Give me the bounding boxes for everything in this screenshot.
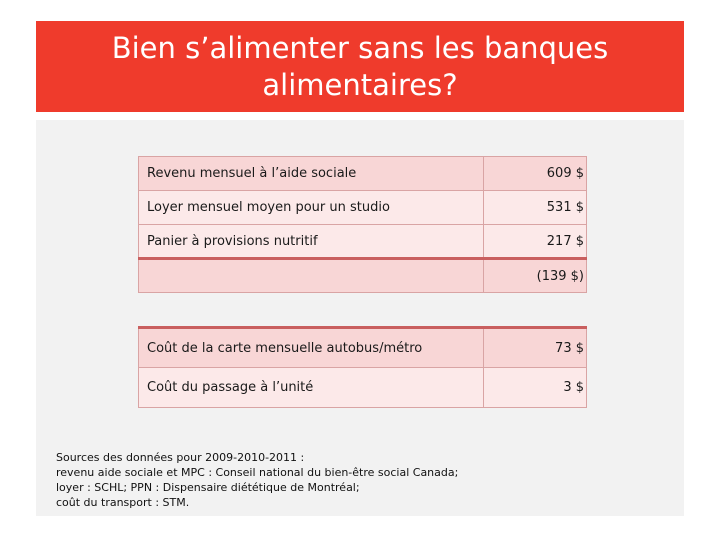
- row-value: 73 $: [484, 328, 587, 368]
- slide-title: [90, 30, 630, 104]
- row-label: Revenu mensuel à l’aide sociale: [139, 157, 484, 191]
- table-row-balance: [139, 259, 587, 293]
- sources-line: loyer : SCHL; PPN : Dispensaire diététique de Montréal;: [56, 481, 360, 494]
- row-value: 3 $: [484, 368, 587, 408]
- table-row: [139, 191, 587, 225]
- table-row: [139, 328, 587, 368]
- sources-line: revenu aide sociale et MPC : Conseil national du bien-être social Canada;: [56, 466, 459, 479]
- row-label: Panier à provisions nutritif: [139, 225, 484, 259]
- slide-title-bar: [36, 21, 684, 112]
- row-label: [139, 259, 484, 293]
- row-value: 609 $: [484, 157, 587, 191]
- table-row: [139, 157, 587, 191]
- table-row: [139, 368, 587, 408]
- row-value: 217 $: [484, 225, 587, 259]
- sources-line: Sources des données pour 2009-2010-2011 :: [56, 451, 305, 464]
- row-label: Coût de la carte mensuelle autobus/métro: [139, 328, 484, 368]
- sources-line: coût du transport : STM.: [56, 496, 190, 509]
- transport-table: [138, 326, 587, 408]
- slide-title-line-1: Bien s’alimenter sans les banques: [111, 30, 609, 65]
- table-row: [139, 225, 587, 259]
- row-label: Loyer mensuel moyen pour un studio: [139, 191, 484, 225]
- sources-note: [56, 450, 516, 510]
- row-value: 531 $: [484, 191, 587, 225]
- row-label: Coût du passage à l’unité: [139, 368, 484, 408]
- row-value: (139 $): [484, 259, 587, 293]
- slide-title-line-2: alimentaires?: [262, 67, 458, 102]
- budget-table: [138, 156, 587, 293]
